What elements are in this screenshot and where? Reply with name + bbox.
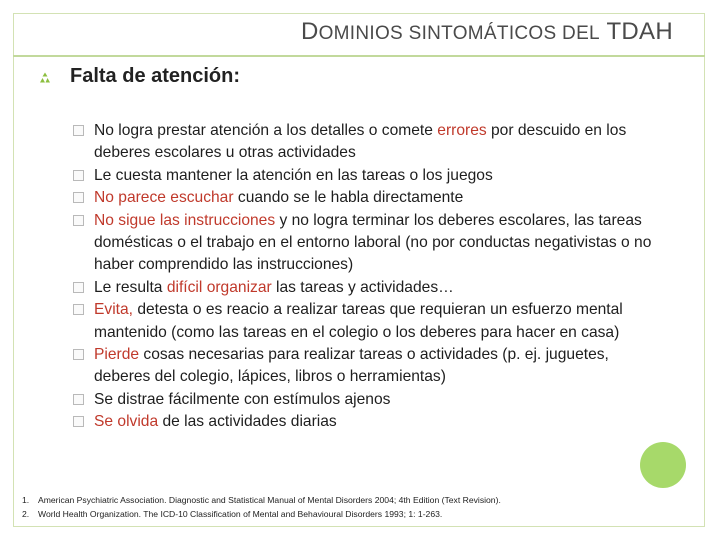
list-item <box>73 411 663 433</box>
title-divider <box>13 55 705 57</box>
item-text: Se distrae fácilmente con estímulos ajenos <box>94 390 391 408</box>
checkbox-icon <box>73 125 84 136</box>
list-item <box>73 165 663 187</box>
symptom-list <box>73 120 663 434</box>
list-item <box>73 187 663 209</box>
item-text: y no logra terminar los deberes escolares, las tareas domésticas o el trabajo en el entorno laboral (no por conductas negativistas o no haber comprendido las instrucciones) <box>94 211 652 274</box>
references <box>22 493 702 521</box>
list-item <box>73 277 663 299</box>
highlight-text: Pierde <box>94 346 140 364</box>
reference-number: 2. <box>22 509 30 519</box>
list-item <box>73 389 663 411</box>
reference-text: World Health Organization. The ICD-10 Classification of Mental and Behavioural Disorders 1993; 1: 1-263. <box>38 509 443 519</box>
checkbox-icon <box>73 349 84 360</box>
reference-number: 1. <box>22 495 30 505</box>
item-text: de las actividades diarias <box>158 413 337 431</box>
item-text: No logra prestar atención a los detalles o comete <box>94 122 438 139</box>
checkbox-icon <box>73 170 84 181</box>
decorative-circle <box>640 442 686 488</box>
checkbox-icon <box>73 416 84 427</box>
section-heading: Falta de atención: <box>70 65 241 87</box>
reference-item <box>22 507 702 521</box>
item-text: cosas necesarias para realizar tareas o actividades (p. ej. juguetes, deberes del colegio, lápices, libros o herramientas) <box>94 346 609 386</box>
highlight-text: No sigue las instrucciones <box>94 211 276 229</box>
item-text: detesta o es reacio a realizar tareas que requieran un esfuerzo mental mantenido (como las tareas en el colegio o los deberes para hacer en casa) <box>94 301 623 341</box>
highlight-text: Se olvida <box>94 413 159 431</box>
checkbox-icon <box>73 304 84 315</box>
checkbox-icon <box>73 282 84 293</box>
list-item <box>73 344 663 389</box>
highlight-text: difícil organizar <box>166 278 272 296</box>
title-last-word: TDAH <box>606 18 673 45</box>
highlight-text: Evita, <box>94 301 133 319</box>
checkbox-icon <box>73 192 84 203</box>
reference-item <box>22 493 702 507</box>
heading-row <box>38 65 678 88</box>
recycle-icon <box>38 71 52 85</box>
item-text: por descuido en los deberes escolares u otras actividades <box>94 122 627 162</box>
title-small-caps: OMINIOS SINTOMÁTICOS DEL <box>318 23 600 44</box>
list-item <box>73 299 663 344</box>
reference-text: American Psychiatric Association. Diagnostic and Statistical Manual of Mental Disorders 2004; 4th Edition (Text Revision). <box>38 495 501 505</box>
highlight-text: errores <box>437 122 487 139</box>
slide-title <box>0 18 673 46</box>
checkbox-icon <box>73 394 84 405</box>
item-text: Le resulta <box>94 278 167 296</box>
highlight-text: No parece escuchar <box>94 189 234 207</box>
item-text: las tareas y actividades… <box>271 278 454 296</box>
checkbox-icon <box>73 215 84 226</box>
item-text: Le cuesta mantener la atención en las tareas o los juegos <box>94 166 493 184</box>
list-item <box>73 210 663 277</box>
list-item <box>73 120 663 165</box>
item-text: cuando se le habla directamente <box>233 189 464 207</box>
title-first-letter: D <box>300 18 319 45</box>
